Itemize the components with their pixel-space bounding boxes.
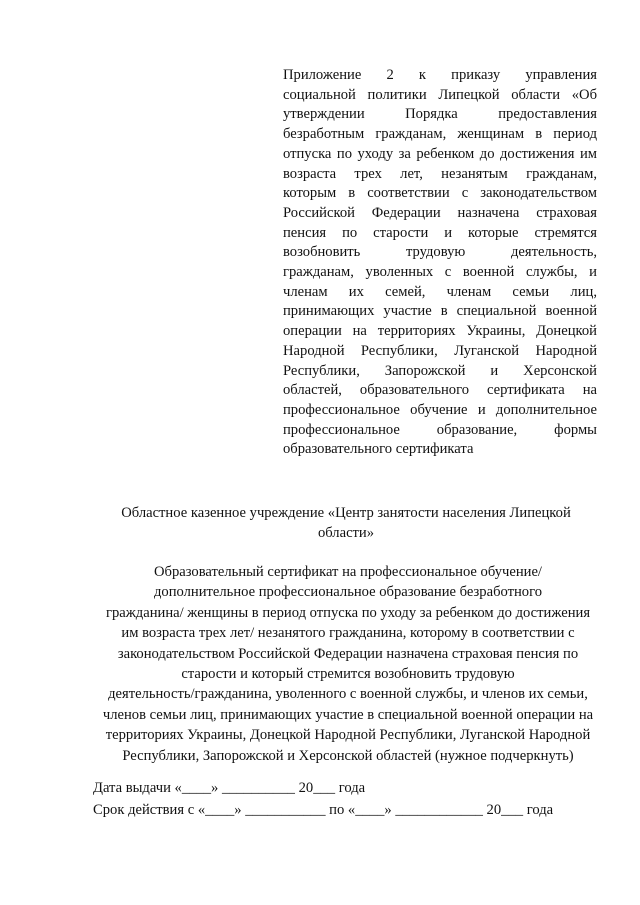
certificate-line: членов семьи лиц, принимающих участие в специальной военной операции на <box>102 706 594 723</box>
appendix-line: утверждении Порядка предоставления <box>283 106 597 123</box>
appendix-header <box>283 66 597 460</box>
appendix-line: возобновить трудовую деятельность, <box>283 244 597 261</box>
certificate-line: дополнительное профессиональное образование безработного <box>153 584 543 601</box>
organization-line: Областное казенное учреждение «Центр занятости населения Липецкой <box>121 505 571 521</box>
certificate-line: территориях Украины, Донецкой Народной Республики, Луганской Народной <box>105 727 591 744</box>
appendix-line: профессиональное обучение и дополнительное <box>283 401 597 418</box>
appendix-line: безработным гражданам, женщинам в период <box>283 126 597 143</box>
validity-period-field: Срок действия с «____» ___________ по «____» ____________ 20___ года <box>93 802 554 818</box>
appendix-line: областей, образовательного сертификата на <box>283 382 597 399</box>
appendix-line: которым в соответствии с законодательством <box>283 185 597 202</box>
appendix-line: принимающих участие в специальной военной <box>283 303 597 320</box>
appendix-line: профессиональное образование, формы <box>283 421 597 438</box>
certificate-line: Образовательный сертификат на профессиональное обучение/ <box>154 564 542 580</box>
appendix-line: гражданам, уволенных с военной службы, и <box>283 264 597 281</box>
appendix-line: социальной политики Липецкой области «Об <box>283 86 597 103</box>
appendix-line: Народной Республики, Луганской Народной <box>283 342 597 359</box>
appendix-line: операции на территориях Украины, Донецкой <box>283 323 597 340</box>
appendix-line: членам их семей, членам семьи лиц, <box>283 283 597 300</box>
appendix-line: Приложение 2 к приказу управления <box>283 67 597 83</box>
appendix-line: Российской Федерации назначена страховая <box>283 204 597 221</box>
certificate-line: деятельность/гражданина, уволенного с военной службы, и членов их семьи, <box>108 686 588 703</box>
certificate-line: Республики, Запорожской и Херсонской областей (нужное подчеркнуть) <box>122 747 574 764</box>
appendix-line: Республики, Запорожской и Херсонской <box>283 362 597 379</box>
certificate-line: старости и который стремится возобновить трудовую <box>181 666 515 683</box>
organization-line: области» <box>317 525 375 541</box>
appendix-line: возраста трех лет, незанятым гражданам, <box>283 165 597 182</box>
certificate-title <box>86 562 610 766</box>
date-fields <box>93 777 613 821</box>
issue-date-field: Дата выдачи «____» __________ 20___ года <box>93 780 366 796</box>
organization-name <box>96 503 596 543</box>
appendix-line: образовательного сертификата <box>283 441 474 458</box>
certificate-line: им возраста трех лет/ незанятого гражданина, которому в соответствии с <box>121 625 575 642</box>
certificate-line: гражданина/ женщины в период отпуска по уходу за ребенком до достижения <box>105 604 591 621</box>
certificate-line: законодательством Российской Федерации назначена страховая пенсия по <box>117 645 579 662</box>
appendix-line: пенсия по старости и которые стремятся <box>283 224 597 241</box>
appendix-line: отпуска по уходу за ребенком до достижения им <box>283 145 597 162</box>
